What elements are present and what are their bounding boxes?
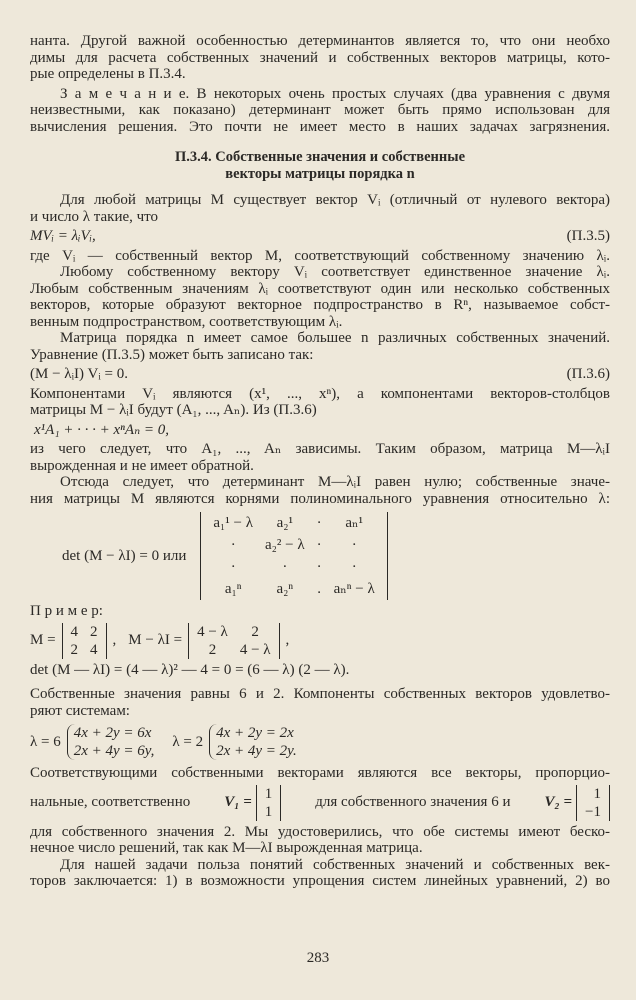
text-line: вырожденная и не имеет обратной.: [30, 457, 254, 474]
text-line: Компонентами Vᵢ являются (x¹, ..., xⁿ), а компонентами векторов-столбцов: [30, 385, 610, 402]
matrix-cell: a₂¹: [276, 515, 294, 531]
text-line: Любому собственному вектору Vᵢ соответствует единственное значение λᵢ.: [60, 264, 610, 280]
equation-number: (П.3.6): [566, 366, 610, 382]
matrix-cell: 2: [251, 623, 259, 640]
matrix-cell: ·: [230, 559, 236, 575]
text-line: Отсюда следует, что детерминант M—λᵢI равен нулю; собственные значе-: [60, 474, 610, 490]
matrix-cell: aₙ¹: [345, 515, 364, 531]
paragraph: [30, 192, 610, 225]
paragraph: [30, 248, 610, 364]
formula: λ = 6: [30, 733, 61, 750]
system-equation: 2x + 4y = 6y,: [73, 743, 155, 759]
text-line: Любым собственным значениям λᵢ соответствуют один или несколько собственных: [30, 280, 610, 297]
example-matrices: [30, 623, 610, 659]
text: нальные, соответственно: [30, 794, 191, 811]
matrix-cell: 4 − λ: [239, 641, 271, 658]
formula: ,: [285, 632, 290, 649]
heading-line: векторы матрицы порядка n: [225, 165, 415, 182]
text-line: Для любой матрицы M существует вектор Vᵢ (отличный от нулевого вектора): [60, 192, 610, 208]
formula: M =: [30, 632, 56, 649]
example-label: П р и м е р:: [30, 603, 103, 619]
matrix-cell: ·: [351, 559, 357, 575]
text-line: Уравнение (П.3.5) может быть записано так:: [30, 346, 314, 363]
text-line: неизвестными, как показано) детерминант может быть прямо использован для: [30, 102, 610, 118]
matrix-cell: ·: [316, 559, 322, 575]
system-lambda-2: [209, 724, 297, 760]
paragraph: [30, 765, 610, 782]
formula: x¹A₁ + · · · + xⁿAₙ = 0,: [34, 421, 170, 438]
paragraph: [30, 386, 610, 419]
matrix-cell: .: [317, 581, 322, 597]
text-line: для собственного значения 2. Мы удостоверились, что обе системы имеют беско-: [30, 823, 610, 840]
equation-systems: [30, 724, 610, 760]
formula: V₂ =: [544, 794, 573, 811]
text-line: нанта. Другой важной особенностью детерминантов является то, что они необхо: [30, 33, 610, 49]
paragraph: [30, 441, 610, 507]
paragraph: [30, 33, 610, 83]
vector-v1: [256, 785, 282, 821]
matrix-cell: a₁ⁿ: [224, 581, 242, 597]
text-line: Соответствующими собственными векторами являются все векторы, пропорцио-: [30, 765, 610, 781]
matrix-cell: 4: [70, 623, 79, 640]
matrix-cell: 4: [90, 641, 98, 658]
equation-number: (П.3.5): [566, 228, 610, 244]
formula: ,: [112, 632, 117, 649]
matrix-cell: a₂² − λ: [265, 537, 305, 553]
matrix-m: [62, 623, 107, 659]
formula: λ = 2: [172, 733, 204, 750]
text-line: и число λ такие, что: [30, 208, 159, 225]
text-line: З а м е ч а н и е. В некоторых очень простых случаях (два уравнения с двумя: [60, 85, 610, 102]
vector-cell: 1: [593, 785, 601, 802]
text-line: Для нашей задачи польза понятий собственных значений и собственных век-: [60, 856, 610, 873]
matrix-cell: ·: [316, 537, 322, 553]
matrix-cell: 4 − λ: [197, 623, 228, 640]
text-line: матрицы M − λᵢI будут (A₁, ..., Aₙ). Из (П.3.6): [30, 402, 317, 418]
text-line: Собственные значения равны 6 и 2. Компоненты собственных векторов удовлетво-: [30, 686, 610, 702]
equation-linear-combination: [30, 422, 610, 439]
characteristic-equation: det (M — λI) = (4 — λ)² — 4 = 0 = (6 — λ) (2 — λ).: [30, 661, 350, 678]
text-line: рые определены в П.3.4.: [30, 66, 186, 82]
system-equation: 4x + 2y = 2x: [216, 725, 294, 741]
formula: det (M − λI) = 0 или: [62, 547, 187, 564]
matrix-cell: a₂ⁿ: [276, 581, 294, 597]
matrix-cell: 2: [208, 641, 217, 658]
determinant-matrix: [200, 512, 387, 600]
remark-paragraph: [30, 86, 610, 136]
paragraph: [30, 686, 610, 719]
text-line: нечное число решений, так как M—λI вырожденная матрица.: [30, 840, 423, 856]
text-line: венным подпространством, соответствующим λᵢ.: [30, 313, 343, 330]
text-line: димы для расчета собственных значений и собственных векторов матрицы, кото-: [30, 49, 610, 66]
vector-cell: −1: [585, 803, 601, 820]
system-equation: 2x + 4y = 2y.: [216, 743, 297, 759]
section-heading: [30, 149, 610, 182]
matrix-cell: ·: [316, 515, 322, 531]
text-line: из чего следует, что A₁, ..., Aₙ зависимы. Таким образом, матрица M—λᵢI: [30, 441, 610, 457]
matrix-cell: ·: [282, 559, 288, 575]
matrix-cell: a₁¹ − λ: [213, 515, 254, 531]
formula: (M − λᵢI) Vᵢ = 0.: [30, 366, 128, 382]
vector-cell: 1: [264, 785, 273, 802]
vector-cell: 1: [264, 803, 273, 820]
equation-p35: [30, 228, 610, 245]
system-equation: 4x + 2y = 6x: [73, 725, 152, 741]
vector-v2: [576, 785, 610, 821]
text-line: Матрица порядка n имеет самое большее n различных собственных значений.: [60, 330, 610, 346]
text-line: где Vᵢ — собственный вектор M, соответствующий собственному значению λᵢ.: [30, 247, 610, 264]
text: для собственного значения 6 и: [315, 794, 511, 811]
matrix-cell: 2: [70, 641, 79, 658]
system-lambda-6: [67, 724, 155, 760]
paragraph: [30, 824, 610, 890]
page-number: 283: [306, 950, 330, 966]
matrix-m-minus-lambda: [188, 623, 279, 659]
heading-line: П.3.4. Собственные значения и собственные: [174, 149, 465, 165]
formula: V₁ =: [224, 794, 252, 811]
matrix-cell: 2: [90, 623, 98, 640]
matrix-cell: ·: [351, 537, 357, 553]
formula: M − λI =: [128, 632, 183, 649]
equation-p36: [30, 366, 610, 383]
eigenvector-line: [30, 785, 610, 821]
text-line: векторов, которые образуют векторное подпространство в Rⁿ, называемое собст-: [30, 297, 610, 313]
text-line: вычисления решения. Это почти не имеет место в наших задачах загрязнения.: [30, 118, 610, 135]
page-body: [30, 33, 610, 890]
determinant-equation: [30, 512, 610, 600]
formula: MVᵢ = λᵢVᵢ,: [30, 228, 96, 244]
text-line: ряют системам:: [30, 702, 130, 719]
matrix-cell: ·: [230, 537, 236, 553]
text-line: торов заключается: 1) в возможности упрощения систем линейных уравнений, 2) во: [30, 873, 610, 889]
matrix-cell: aₙⁿ − λ: [333, 581, 375, 597]
text-line: ния матрицы M являются корнями полиноминального уравнения относительно λ:: [30, 490, 610, 507]
